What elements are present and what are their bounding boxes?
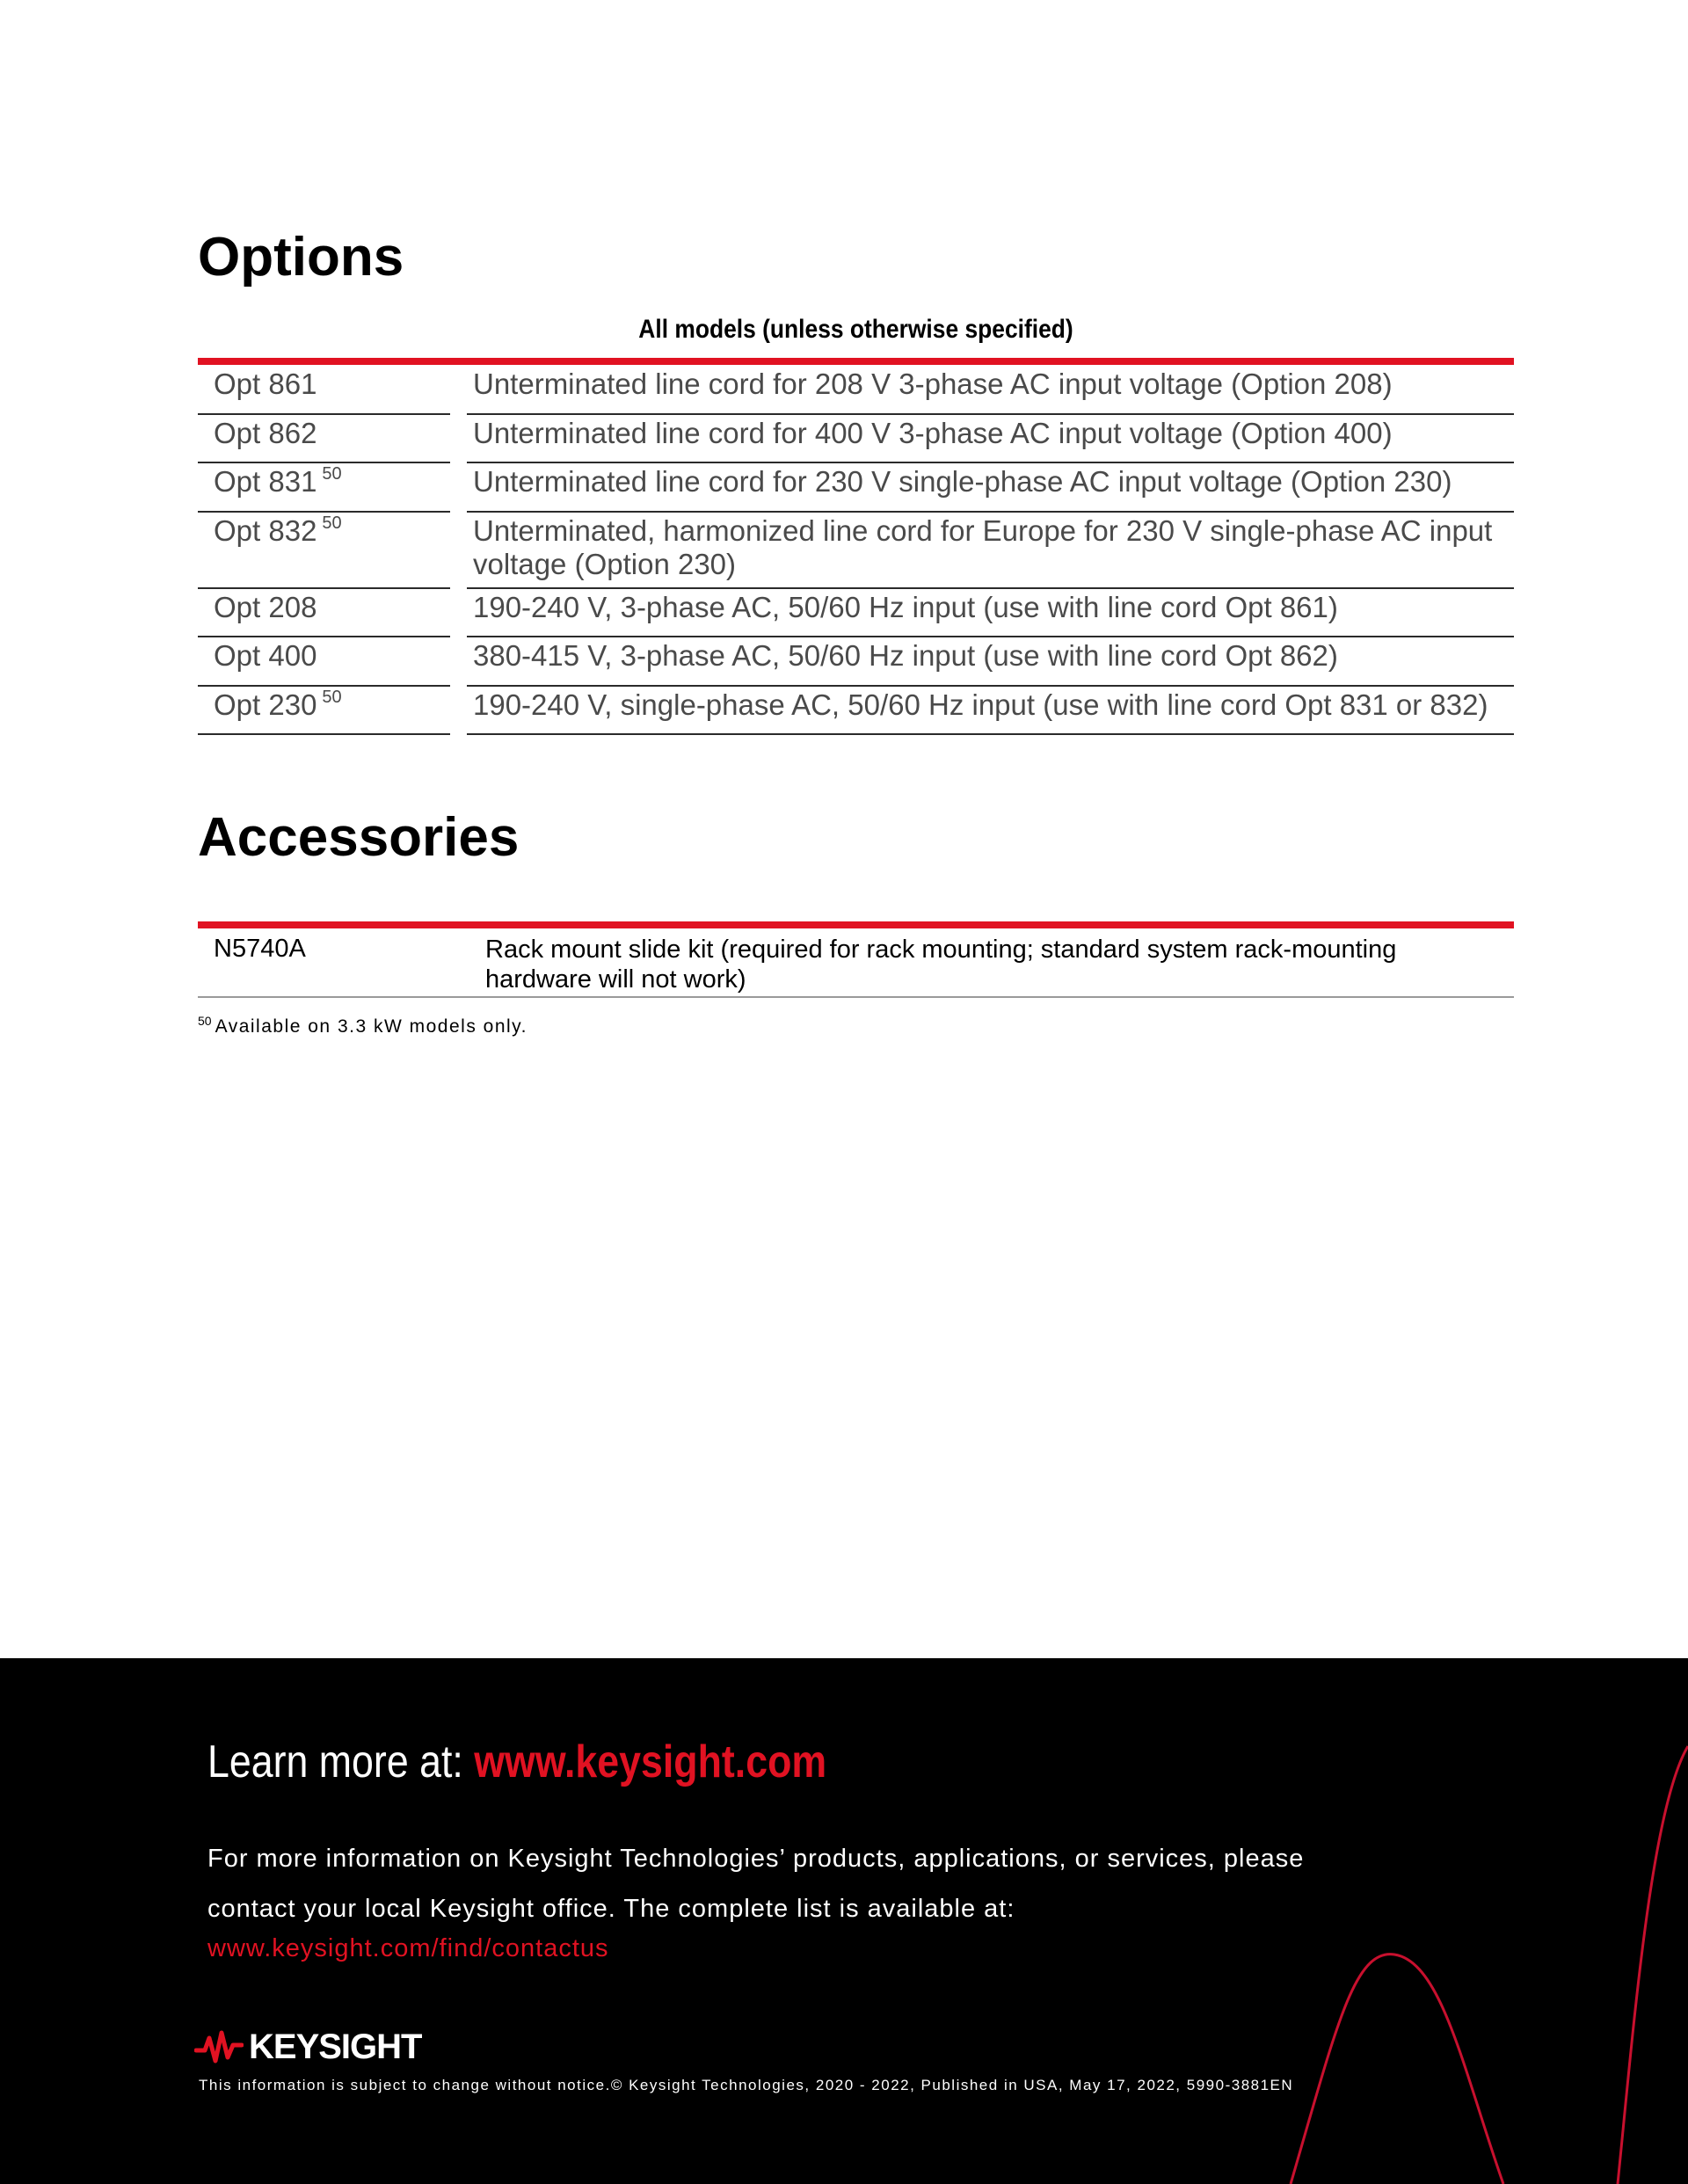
contact-us-link[interactable]: www.keysight.com/find/contactus — [207, 1934, 609, 1962]
learn-more-line — [207, 1736, 826, 1788]
option-code: Opt 230 $^{50}$ — [198, 687, 450, 735]
table-row — [198, 415, 1514, 463]
contact-info-text: For more information on Keysight Technologies’ products, applications, or services, please contact your local Keysight office. The complete list is available at: — [207, 1845, 1305, 1923]
option-code: Opt 831 $^{50}$ — [198, 463, 450, 513]
footnote-mark: 50 — [198, 1014, 212, 1028]
footnote-ref: 50 — [322, 688, 342, 707]
logo-wordmark: KEYSIGHT — [249, 2027, 422, 2066]
option-code: Opt 208 — [198, 589, 450, 637]
footer — [0, 1658, 1688, 2184]
keysight-logo — [194, 2027, 421, 2067]
options-heading: Options — [198, 227, 404, 288]
footnote-ref: 50 — [322, 513, 342, 533]
table-row — [198, 513, 1514, 589]
option-description: 190-240 V, 3-phase AC, 50/60 Hz input (use with line cord Opt 861) — [467, 589, 1514, 637]
options-table — [198, 366, 1514, 735]
option-description: Unterminated line cord for 400 V 3-phase AC input voltage (Option 400) — [467, 415, 1514, 463]
keysight-wave-icon — [194, 2029, 244, 2066]
options-table-caption: All models (unless otherwise specified) — [638, 315, 1073, 344]
option-code: Opt 832 $^{50}$ — [198, 513, 450, 589]
accessories-heading: Accessories — [198, 807, 520, 868]
option-code: Opt 400 — [198, 637, 450, 687]
table-row — [198, 366, 1514, 415]
website-link[interactable]: www.keysight.com — [474, 1736, 827, 1787]
legal-notice: This information is subject to change without notice.© Keysight Technologies, 2020 - 2022, Published in USA, May 17, 2022, 5990-3881EN — [199, 2077, 1294, 2093]
option-description: Unterminated line cord for 230 V single-phase AC input voltage (Option 230) — [467, 463, 1514, 513]
option-description: 380-415 V, 3-phase AC, 50/60 Hz input (use with line cord Opt 862) — [467, 637, 1514, 687]
option-description: Unterminated line cord for 208 V 3-phase AC input voltage (Option 208) — [467, 366, 1514, 415]
accessory-code: N5740A — [214, 935, 306, 963]
footnote-text: Available on 3.3 kW models only. — [215, 1016, 528, 1037]
learn-more-prefix: Learn more at: — [207, 1736, 475, 1787]
option-description: Unterminated, harmonized line cord for Europe for 230 V single-phase AC input voltage (Option 230) — [467, 513, 1514, 589]
option-description: 190-240 V, single-phase AC, 50/60 Hz input (use with line cord Opt 831 or 832) — [467, 687, 1514, 735]
table-row — [198, 589, 1514, 637]
footnote — [198, 1016, 528, 1037]
footnote-ref: 50 — [322, 464, 342, 484]
accessories-table — [198, 928, 1514, 998]
option-code: Opt 861 — [198, 366, 450, 415]
table-row — [198, 637, 1514, 687]
option-code: Opt 862 — [198, 415, 450, 463]
table-row — [198, 928, 1514, 998]
table-row — [198, 687, 1514, 735]
accessory-description: Rack mount slide kit (required for rack mounting; standard system rack-mounting hardware will not work) — [485, 935, 1397, 994]
options-table-red-rule — [198, 358, 1514, 365]
table-row — [198, 463, 1514, 513]
